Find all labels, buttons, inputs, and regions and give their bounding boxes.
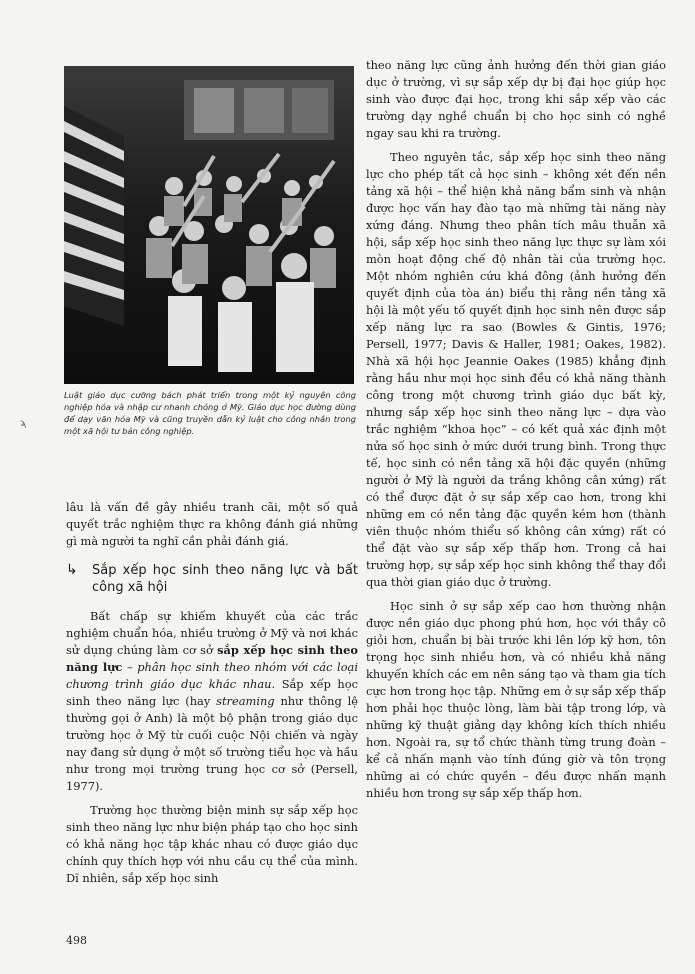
figure-caption: Luật giáo dục cưỡng bách phát triển trong một kỷ nguyên công nghiệp hóa và nhập cư nhanh chóng ở Mỹ. Giáo dục học đường dùng để dạy văn hóa Mỹ và cũng truyền dẫn kỷ luật cho công nhân trong một xã hội tư bản công nghiệp. — [64, 390, 356, 436]
body-paragraph — [66, 608, 358, 795]
body-paragraph: Theo nguyên tắc, sắp xếp học sinh theo năng lực cho phép tất cả học sinh – không xét đến nền tảng xã hội – thể hiện khả năng bẩm sinh và nhận được học vấn hay đào tạo mà những tài năng này xứng đáng. Nhưng theo phân tích mâu thuẫn xã hội, sắp xếp học sinh theo năng lực thực sự làm xói mòn hoạt động chế độ nhân tài của trường học. Một nhóm nghiên cứu khá đông (ảnh hưởng đến quyết định của tòa án) biểu thị rằng nền tảng xã hội là một yếu tố quyết định học sinh nên được sắp xếp năng lực ra sao (Bowles & Gintis, 1976; Persell, 1977; Davis & Haller, 1981; Oakes, 1982). Nhà xã hội học Jeannie Oakes (1985) khẳng định rằng hầu như mọi học sinh đều có khả năng thành công trong một chương trình giáo dục bất kỳ, nhưng sắp xếp học sinh theo năng lực – dựa vào trắc nghiệm “khoa học” – có kết quả xác định một nửa số học sinh ở mức dưới trung bình. Trong thực tế, học sinh có nền tảng xã hội đặc quyền (những người ở Mỹ là người da trắng không cân xứng) rất có thể được đặt ở sự sắp xếp cao hơn, trong khi những em có nền tảng đặc quyền kém hơn (thành viên thuộc nhóm thiểu số không cân xứng) rất có thể đặt vào sự sắp xếp thấp hơn. Trong cả hai trường hợp, sự sắp xếp học sinh không thể thay đổi qua thời gian giáo dục ở trường. — [366, 150, 666, 589]
intro-paragraph: lâu là vấn đề gây nhiều tranh cãi, một số quả quyết trắc nghiệm thực ra không đánh giá những gì mà người ta nghĩ cần phải đánh giá. — [66, 500, 358, 548]
foreign-term: streaming — [216, 694, 275, 708]
definition: phân học sinh theo nhóm với các loại chương trình giáo dục khác nhau. — [66, 660, 358, 691]
classroom-photo-drawing — [64, 66, 354, 384]
arrow-icon: ↳ — [66, 562, 78, 578]
text-run: Bất chấp sự khiếm khuyết của các trắc nghiệm chuẩn hóa, nhiều trường ở Mỹ và nơi khác sử dụng chúng làm cơ sở — [66, 609, 358, 657]
body-paragraph: theo năng lực cũng ảnh hưởng đến thời gian giáo dục ở trường, vì sự sắp xếp dự bị đại học giúp học sinh vào được đại học, trong khi sắp xếp vào các trường dạy nghề chuẩn bị cho học sinh có nghề ngay sau khi ra trường. — [366, 58, 666, 140]
body-paragraph: Trường học thường biện minh sự sắp xếp học sinh theo năng lực như biện pháp tạo cho học sinh có khả năng học tập khác nhau có được giáo dục chính quy thích hợp với nhu cầu cụ thể của mình. Dĩ nhiên, sắp xếp học sinh — [66, 803, 358, 885]
right-column — [366, 57, 666, 802]
text-run: – — [122, 660, 138, 674]
section-heading-text: Sắp xếp học sinh theo năng lực và bất công xã hội — [92, 563, 358, 595]
classroom-photo — [64, 66, 354, 384]
flag — [64, 106, 124, 326]
section-heading — [66, 562, 358, 596]
body-paragraph: Học sinh ở sự sắp xếp cao hơn thường nhận được nền giáo dục phong phú hơn, học với thầy cô giỏi hơn, chuẩn bị bài trước khi lên lớp kỹ hơn, tôn trọng học sinh nhiều hơn, và có nhiều khả năng khuyến khích các em nên sáng tạo và tham gia tích cực hơn trong học tập. Những em ở sự sắp xếp thấp hơn phải học thuộc lòng, làm bài tập trong lớp, và những kỹ thuật giảng dạy không kích thích nhiều hơn. Ngoài ra, sự tổ chức thành từng trung đoàn – kể cả nhấn mạnh vào tính đúng giờ và tôn trọng những ai có chức quyền – đều được nhấn mạnh nhiều hơn trong sự sắp xếp thấp hơn. — [366, 599, 666, 800]
text-run: như thông lệ thường gọi ở Anh) là một bộ phận trong giáo dục trường học ở Mỹ từ cuối cuộc Nội chiến và ngày nay đang sử dụng ở một số trường tiểu học và hầu như trong mọi trường trung học cơ sở (Persell, 1977). — [66, 694, 358, 793]
page-number: 498 — [66, 934, 87, 947]
text-run: Sắp xếp học sinh theo năng lực (hay — [66, 677, 358, 708]
margin-mark: ϡ — [20, 418, 27, 429]
key-term: sắp xếp học sinh theo năng lực — [66, 643, 358, 674]
left-column — [66, 499, 358, 887]
